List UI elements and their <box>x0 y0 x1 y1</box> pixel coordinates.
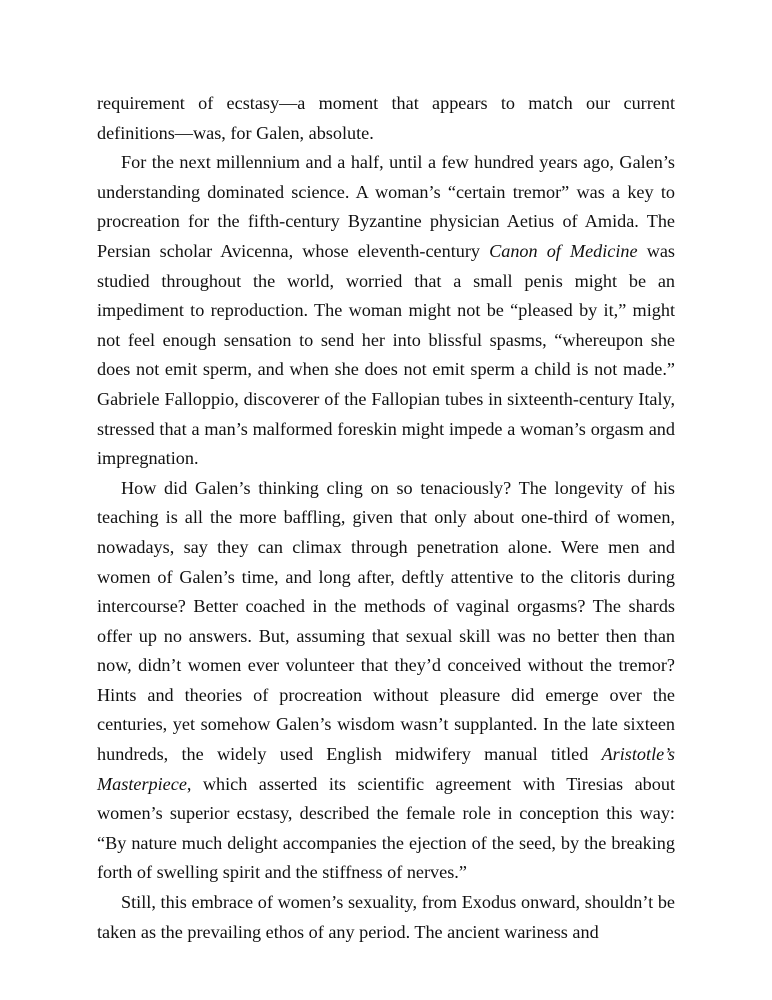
book-title: Canon of Medicine <box>489 240 638 261</box>
paragraph-text: was studied throughout the world, worried that a small penis might be an impediment to reproduction. The woman might not be “pleased by it,” might not feel enough sensation to send her into blissful spasms, “whereupon she does not emit sperm, and when she does not emit sperm a child is not made.” Gabriele Falloppio, discoverer of the Fallopian tubes in sixteenth-century Italy, stressed that a man’s malformed foreskin might impede a woman’s orgasm and impregnation. <box>97 240 675 469</box>
book-title: Aristotle’s Masterpiece <box>97 744 675 794</box>
paragraph-text: , which asserted its scientific agreement with Tiresias about women’s superior ecstasy, described the female role in conception this way: “By nature much delight accompanies the ejection of the seed, by the breaking forth of swelling spirit and the stiffness of nerves.” <box>97 773 675 883</box>
paragraph-text: Still, this embrace of women’s sexuality, from Exodus onward, shouldn’t be taken as the prevailing ethos of any period. The ancient wariness and <box>97 892 675 942</box>
paragraph <box>97 888 675 947</box>
paragraph-text: For the next millennium and a half, until a few hundred years ago, Galen’s understanding dominated science. A woman’s “certain tremor” was a key to procreation for the fifth-century Byzantine physician Aetius of Amida. The Persian scholar Avicenna, whose eleventh-century <box>97 152 675 261</box>
page-body <box>97 89 675 947</box>
paragraph <box>97 148 675 474</box>
paragraph <box>97 474 675 888</box>
paragraph-text: requirement of ecstasy—a moment that appears to match our current definitions—was, for Galen, absolute. <box>97 93 675 143</box>
paragraph <box>97 89 675 148</box>
paragraph-text: How did Galen’s thinking cling on so tenaciously? The longevity of his teaching is all the more baffling, given that only about one-third of women, nowadays, say they can climax through penetration alone. Were men and women of Galen’s time, and long after, deftly attentive to the clitoris during intercourse? Better coached in the methods of vaginal orgasms? The shards offer up no answers. But, assuming that sexual skill was no better then than now, didn’t women ever volunteer that they’d conceived without the tremor? Hints and theories of procreation without pleasure did emerge over the centuries, yet somehow Galen’s wisdom wasn’t supplanted. In the late sixteen hundreds, the widely used English midwifery manual titled <box>97 477 675 765</box>
